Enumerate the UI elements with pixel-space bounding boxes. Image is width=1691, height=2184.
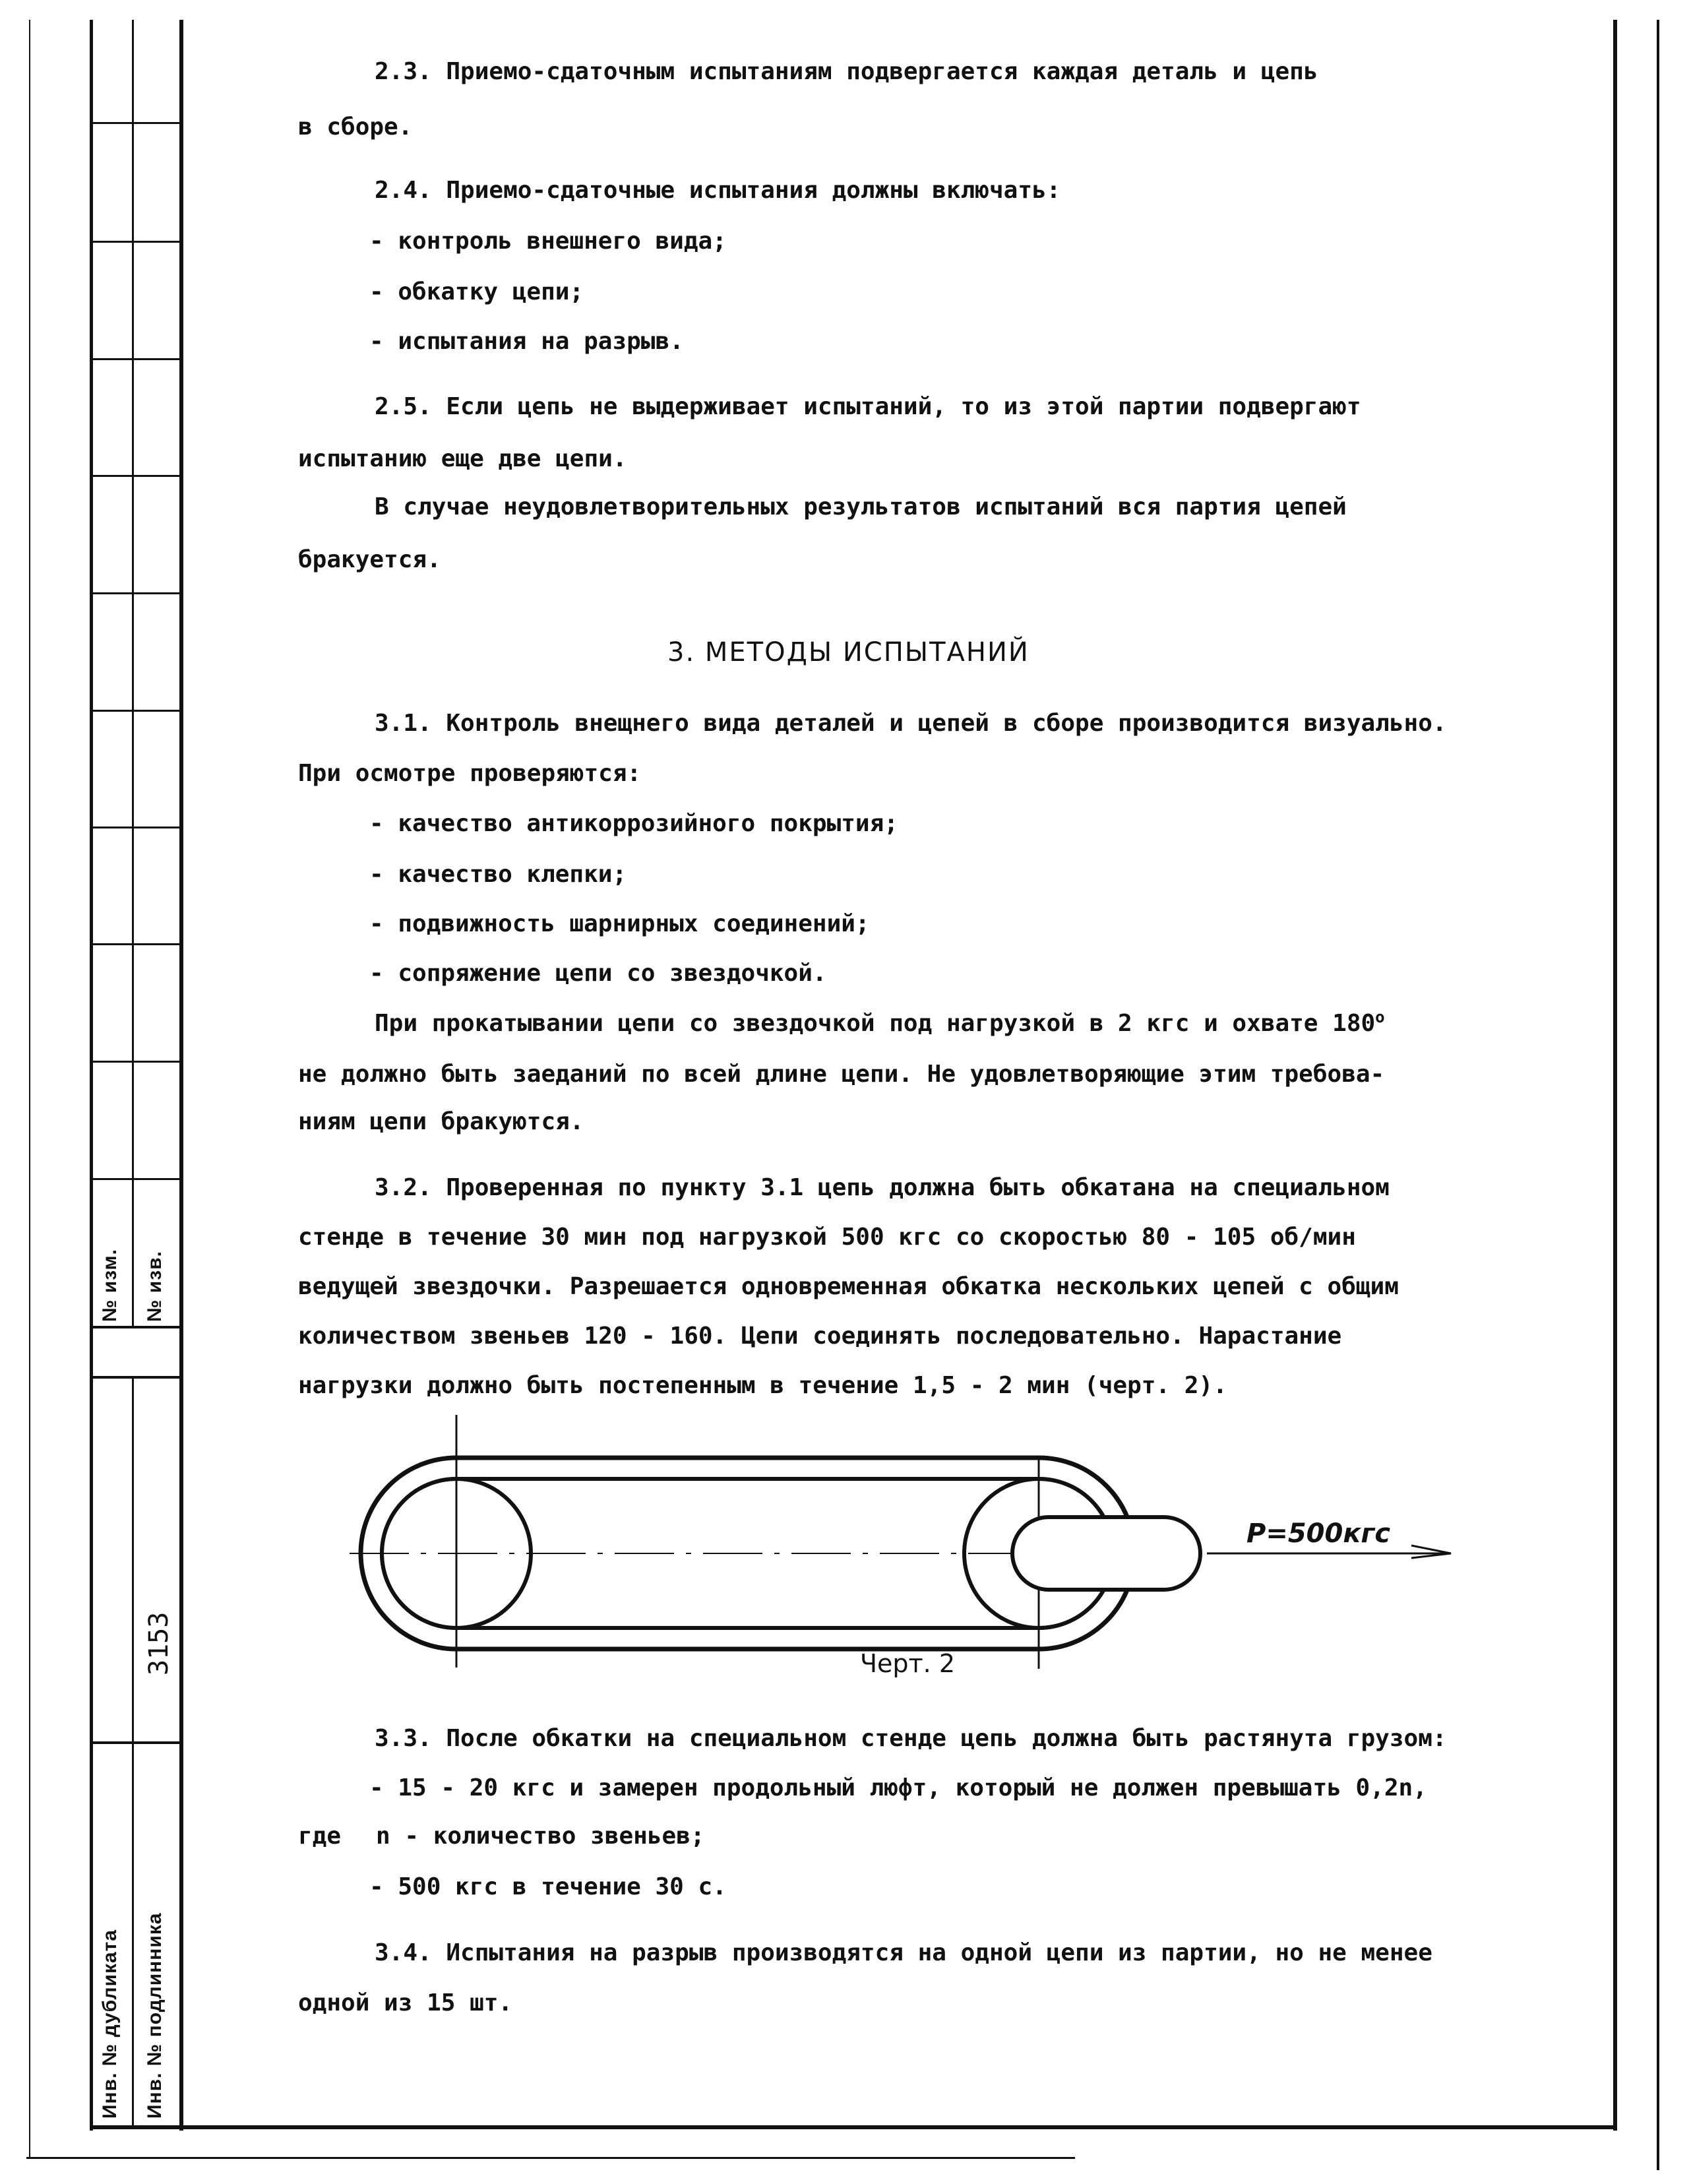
side-table-inner-line <box>132 1376 134 2128</box>
frame-outer-left-line <box>29 20 30 2157</box>
no-izm-label: № изм. <box>99 1249 121 1322</box>
frame-bottom-outer-line <box>26 2157 1075 2159</box>
p2-4-item-3: - испытания на разрыв. <box>369 328 684 355</box>
p3-1-item-1: - качество антикоррозийного покрытия; <box>369 810 898 837</box>
p3-2-line-c: ведущей звездочки. Разрешается одновременная обкатка нескольких цепей с общим <box>298 1273 1399 1300</box>
side-table-gap <box>93 1328 179 1376</box>
p3-2-line-a: 3.2. Проверенная по пункту 3.1 цепь должна быть обкатана на специальном <box>375 1174 1390 1201</box>
side-table-row-line <box>90 1061 182 1063</box>
side-table-row-line <box>90 358 182 360</box>
frame-inner-line-1 <box>132 20 134 1332</box>
frame-far-right-line <box>1657 20 1659 2170</box>
frame-inner-line-2 <box>179 20 183 2131</box>
section-3-heading: 3. МЕТОДЫ ИСПЫТАНИЙ <box>667 637 1030 668</box>
inv-podlinnika-label: Инв. № подлинника <box>144 1912 166 2119</box>
p3-3-where: где <box>298 1823 342 1850</box>
p3-3-line-c: n - количество звеньев; <box>376 1823 705 1850</box>
p3-1-line-a: 3.1. Контроль внещнего вида деталей и цепей в сборе производится визуально. <box>375 710 1447 737</box>
side-table-row-line <box>90 241 182 243</box>
side-table-row-line <box>90 827 182 828</box>
p3-1-line-c-text: При прокатывании цепи со звездочкой под нагрузкой в 2 кгс и охвате 180 <box>375 1010 1376 1037</box>
figure-caption: Черт. 2 <box>860 1649 956 1678</box>
no-izv-label: № изв. <box>144 1251 166 1322</box>
frame-bottom-line <box>90 2125 1617 2129</box>
p3-1-line-d: не должно быть заеданий по всей длине цепи. Не удовлетворяющие этим требова- <box>298 1061 1385 1088</box>
side-table-row-line <box>90 475 182 477</box>
p3-3-line-a: 3.3. После обкатки на специальном стенде цепь должна быть растянута грузом: <box>375 1725 1447 1752</box>
p3-3-line-d: - 500 кгс в течение 30 с. <box>369 1873 727 1900</box>
p2-5-line-b: испытанию еще две цепи. <box>298 445 627 472</box>
p3-2-line-e: нагрузки должно быть постепенным в течение 1,5 - 2 мин (черт. 2). <box>298 1372 1227 1399</box>
p2-5-line-d: бракуется. <box>298 546 441 573</box>
p2-3-line-b: в сборе. <box>298 113 413 140</box>
p2-4-item-1: - контроль внешнего вида; <box>369 228 727 255</box>
p3-1-line-c <box>375 1008 1385 1037</box>
side-table-gap-line <box>90 1376 182 1379</box>
p2-5-line-c: В случае неудовлетворительных результатов испытаний вся партия цепей <box>375 493 1347 520</box>
p3-2-line-b: стенде в течение 30 мин под нагрузкой 500 кгс со скоростью 80 - 105 об/мин <box>298 1224 1356 1251</box>
p3-1-line-e: ниям цепи бракуются. <box>298 1108 584 1135</box>
p3-2-line-d: количеством звеньев 120 - 160. Цепи соединять последовательно. Нарастание <box>298 1323 1342 1350</box>
side-table-row-line <box>90 710 182 712</box>
p2-3-line-a: 2.3. Приемо-сдаточным испытаниям подвергается каждая деталь и цепь <box>375 58 1318 85</box>
frame-right-line <box>1613 20 1617 2131</box>
p3-3-line-b: - 15 - 20 кгс и замерен продольный люфт, который не должен превышать 0,2n, <box>369 1774 1427 1801</box>
p3-4-line-a: 3.4. Испытания на разрыв производятся на одной цепи из партии, но не менее <box>375 1939 1432 1966</box>
load-label: P=500кгс <box>1246 1518 1391 1549</box>
side-table-row-line <box>90 1741 182 1744</box>
p3-1-item-3: - подвижность шарнирных соединений; <box>369 910 870 937</box>
p2-4-heading: 2.4. Приемо-сдаточные испытания должны включать: <box>375 177 1061 204</box>
frame-left-line <box>90 20 93 2131</box>
load-arrow-head <box>1411 1545 1451 1558</box>
inventory-number: 3153 <box>144 1611 174 1675</box>
side-table-row-line <box>90 122 182 124</box>
side-table-row-line <box>90 1178 182 1180</box>
p3-1-item-2: - качество клепки; <box>369 861 627 888</box>
load-bar <box>1012 1517 1200 1590</box>
degree-sign: о <box>1375 1008 1385 1026</box>
p3-1-item-4: - сопряжение цепи со звездочкой. <box>369 960 827 987</box>
p3-1-line-b: При осмотре проверяются: <box>298 760 642 787</box>
p3-4-line-b: одной из 15 шт. <box>298 1989 513 2016</box>
side-table-row-line <box>90 943 182 945</box>
p2-4-item-2: - обкатку цепи; <box>369 278 584 305</box>
inv-dublikata-label: Инв. № дубликата <box>99 1929 121 2119</box>
p2-5-line-a: 2.5. Если цепь не выдерживает испытаний, то из этой партии подвергают <box>375 393 1361 420</box>
side-table-row-line <box>90 592 182 594</box>
